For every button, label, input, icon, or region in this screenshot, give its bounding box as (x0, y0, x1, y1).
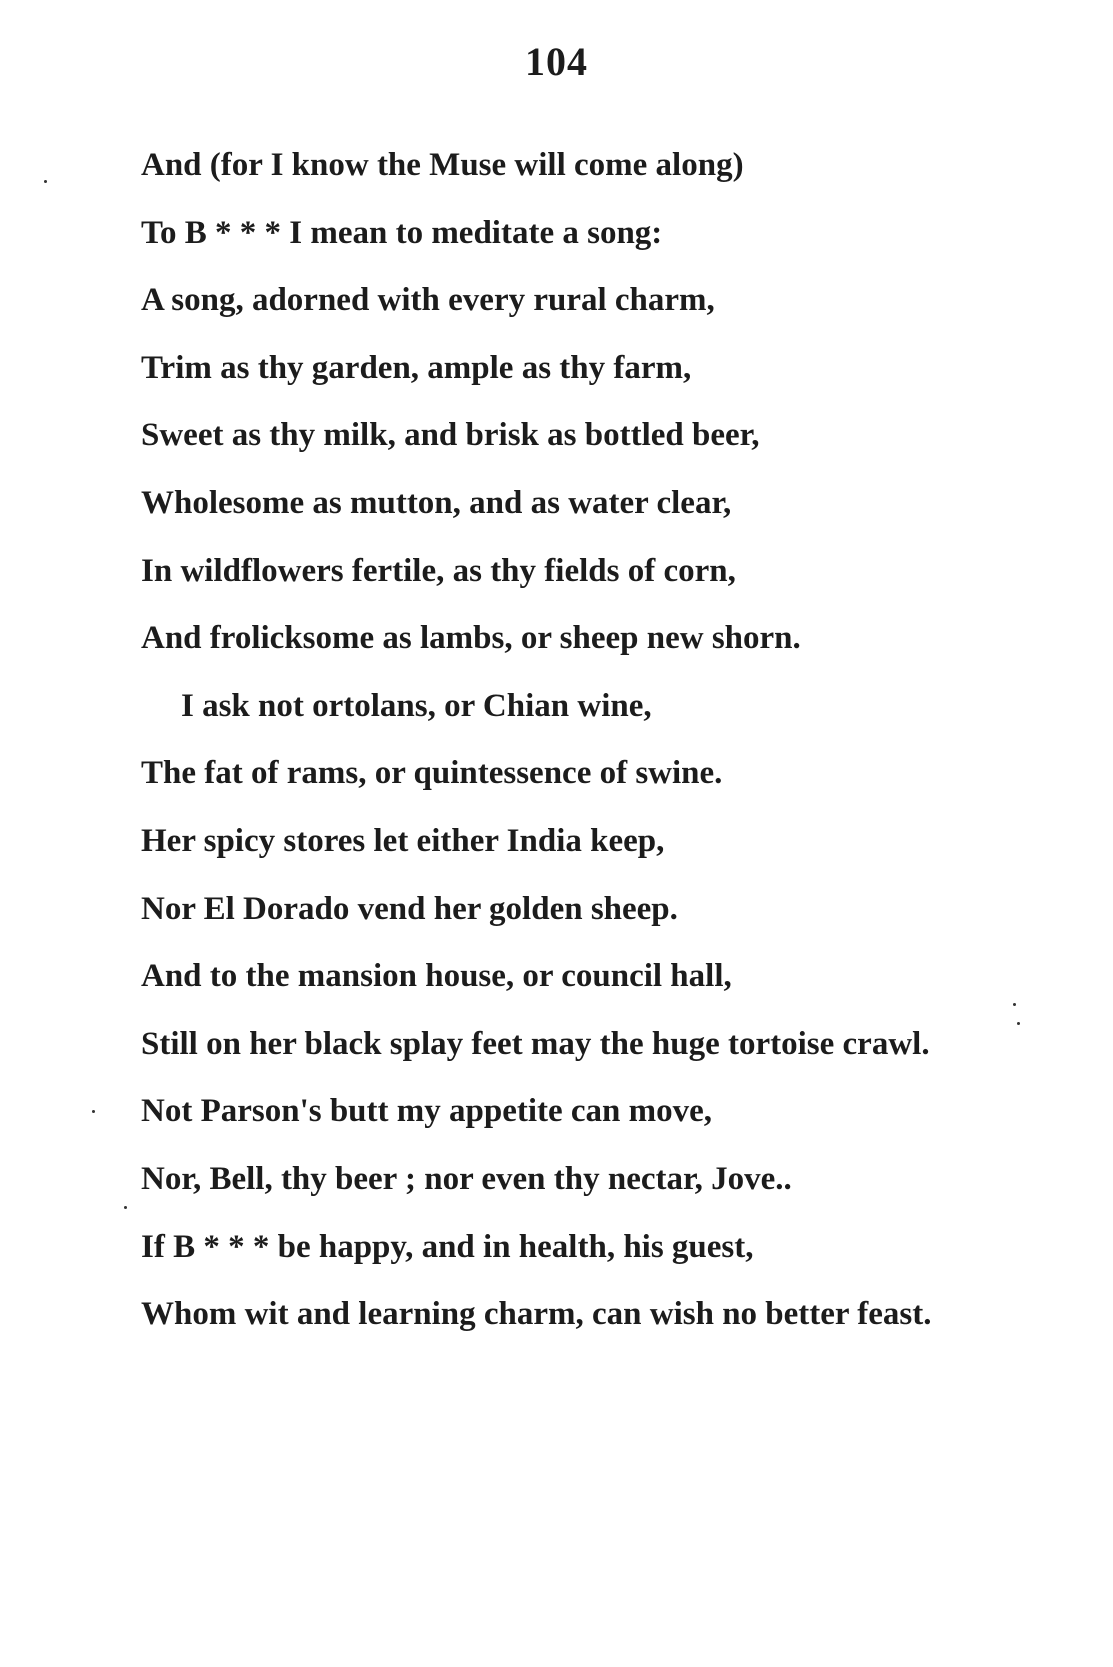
print-speck (92, 1110, 95, 1113)
poem-line: To B * * * I mean to meditate a song: (141, 214, 663, 251)
poem-line: Not Parson's butt my appetite can move, (141, 1093, 713, 1130)
poem-line: Nor El Dorado vend her golden sheep. (141, 890, 678, 927)
poem-line: The fat of rams, or quintessence of swine. (141, 755, 723, 792)
poem-line: If B * * * be happy, and in health, his guest, (141, 1228, 754, 1265)
poem-line: Her spicy stores let either India keep, (141, 822, 665, 859)
poem-line: Trim as thy garden, ample as thy farm, (141, 349, 692, 386)
poem-text (141, 132, 1071, 1349)
page-number: 104 (525, 39, 588, 84)
poem-line: And to the mansion house, or council hall, (141, 958, 732, 995)
poem-line: And frolicksome as lambs, or sheep new shorn. (141, 620, 801, 657)
poem-line: In wildflowers fertile, as thy fields of corn, (141, 552, 736, 589)
poem-line: I ask not ortolans, or Chian wine, (181, 687, 652, 724)
poem-line: A song, adorned with every rural charm, (141, 282, 715, 319)
print-speck (44, 180, 47, 183)
poem-line: Wholesome as mutton, and as water clear, (141, 484, 732, 521)
poem-line: Sweet as thy milk, and brisk as bottled beer, (141, 417, 760, 454)
print-speck (124, 1206, 127, 1209)
poem-line: And (for I know the Muse will come along) (141, 147, 744, 183)
poem-line: Nor, Bell, thy beer ; nor even thy nectar, Jove.. (141, 1160, 792, 1197)
poem-line: Whom wit and learning charm, can wish no better feast. (141, 1296, 932, 1333)
print-speck (1017, 1022, 1020, 1025)
print-speck (1013, 1003, 1016, 1006)
poem-line: Still on her black splay feet may the huge tortoise crawl. (141, 1025, 930, 1062)
